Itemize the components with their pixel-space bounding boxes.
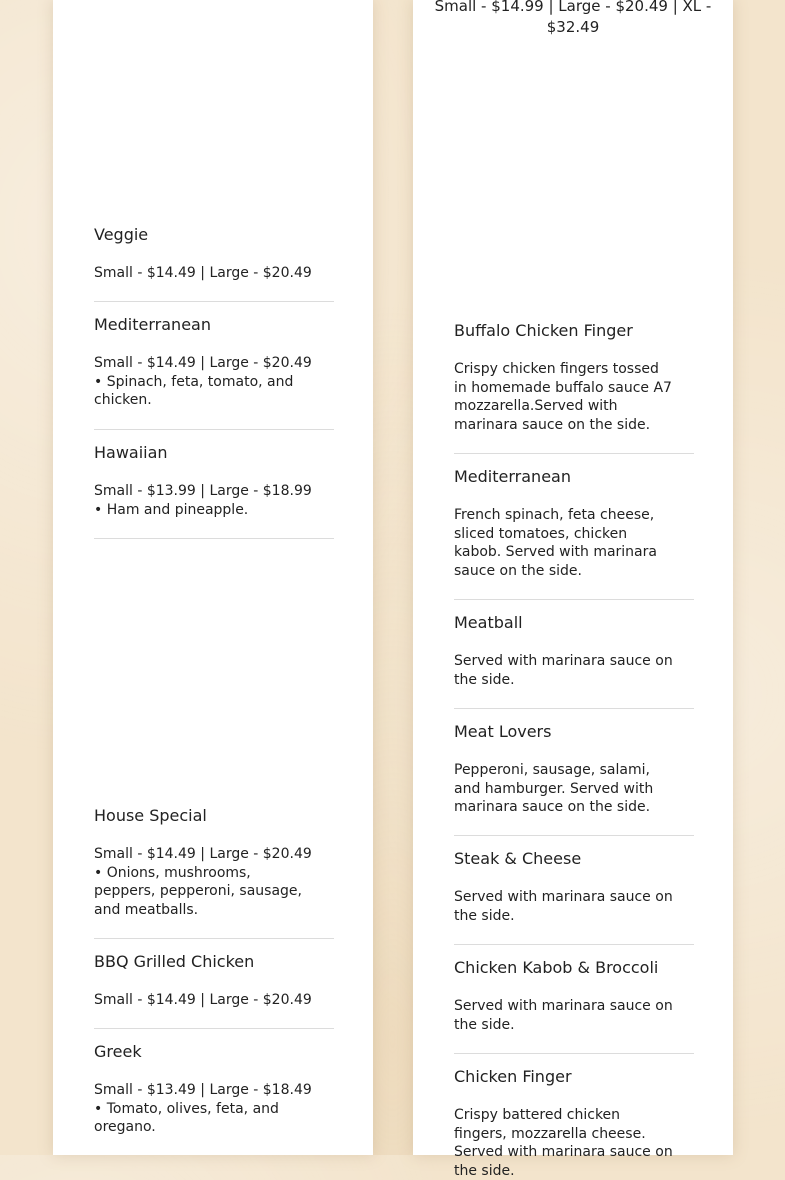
menu-item-description: Small - $14.49 | Large - $20.49: [94, 265, 312, 281]
menu-column-left: [53, 0, 373, 1155]
menu-item-name: Mediterranean: [94, 315, 211, 334]
menu-item-description: Crispy battered chicken fingers, mozzarella cheese. Served with marinara sauce on the side.: [454, 1107, 673, 1179]
menu-item[interactable]: [94, 1042, 334, 1155]
menu-item[interactable]: [454, 849, 694, 945]
menu-item[interactable]: [94, 952, 334, 1029]
menu-item-name: BBQ Grilled Chicken: [94, 952, 255, 971]
menu-item-description: French spinach, feta cheese, sliced tomatoes, chicken kabob. Served with marinara sauce on the side.: [454, 507, 657, 579]
price-line: Small - $14.99 | Large - $20.49 | XL - $32.49: [434, 0, 712, 36]
menu-item-name: Mediterranean: [454, 467, 571, 486]
menu-item-name: Greek: [94, 1042, 142, 1061]
menu-column-right: [413, 0, 733, 1179]
menu-item-description: Served with marinara sauce on the side.: [454, 653, 673, 688]
menu-item-name: House Special: [94, 806, 207, 825]
menu-item-name: Meat Lovers: [454, 722, 552, 741]
menu-item[interactable]: [454, 1067, 694, 1179]
menu-item-name: Chicken Kabob & Broccoli: [454, 958, 659, 977]
menu-item-description: Small - $14.49 | Large - $20.49: [94, 992, 312, 1008]
menu-item-name: Chicken Finger: [454, 1067, 572, 1086]
menu-item-description: Small - $13.49 | Large - $18.49 • Tomato, olives, feta, and oregano.: [94, 1082, 312, 1136]
menu-item-description: Served with marinara sauce on the side.: [454, 889, 673, 924]
menu-item-description: Small - $14.49 | Large - $20.49 • Onions, mushrooms, peppers, pepperoni, sausage, and meatballs.: [94, 846, 312, 918]
menu-item-name: Meatball: [454, 613, 523, 632]
menu-item-description: Crispy chicken fingers tossed in homemade buffalo sauce A7 mozzarella.Served with marinara sauce on the side.: [454, 361, 672, 433]
menu-item-description: Small - $14.49 | Large - $20.49 • Spinach, feta, tomato, and chicken.: [94, 355, 312, 409]
menu-item-description: Served with marinara sauce on the side.: [454, 998, 673, 1033]
menu-item[interactable]: [94, 225, 334, 302]
menu-item-description: Small - $13.99 | Large - $18.99 • Ham and pineapple.: [94, 483, 312, 518]
menu-item[interactable]: [454, 613, 694, 709]
menu-item-name: Hawaiian: [94, 443, 168, 462]
menu-item[interactable]: [94, 443, 334, 539]
menu-item-name: Buffalo Chicken Finger: [454, 321, 633, 340]
menu-item[interactable]: [454, 958, 694, 1054]
menu-item[interactable]: [454, 467, 694, 600]
menu-item[interactable]: [454, 321, 694, 454]
menu-item[interactable]: [94, 806, 334, 939]
menu-item[interactable]: [94, 315, 334, 430]
menu-item-name: Veggie: [94, 225, 149, 244]
menu-item-name: Steak & Cheese: [454, 849, 582, 868]
menu-item-description: Pepperoni, sausage, salami, and hamburger. Served with marinara sauce on the side.: [454, 762, 654, 816]
menu-item[interactable]: [454, 722, 694, 836]
